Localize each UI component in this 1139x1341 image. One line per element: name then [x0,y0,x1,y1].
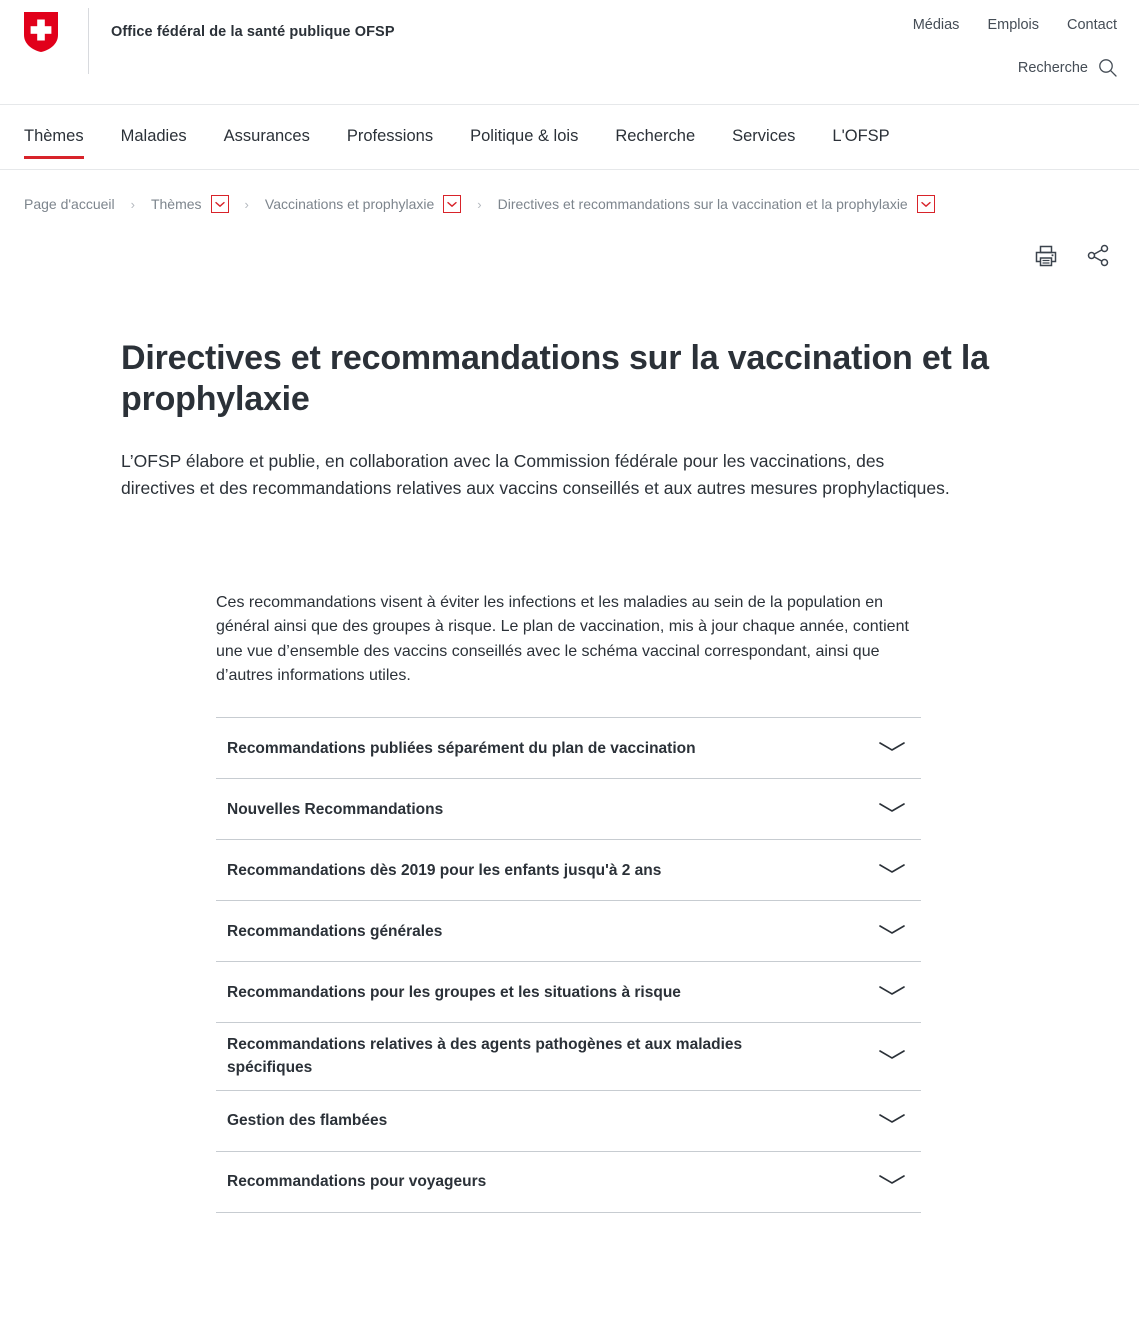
chevron-down-icon [447,201,457,208]
site-header [0,0,1139,105]
breadcrumb-dropdown-current[interactable] [917,195,935,213]
accordion-title: Recommandations générales [227,922,443,940]
accordion-item-8[interactable] [216,1152,921,1213]
accordion-title: Recommandations relatives à des agents pathogènes et aux maladies spécifiques [227,1036,743,1077]
print-button[interactable] [1034,244,1058,268]
nav-item-themes[interactable] [24,105,84,170]
breadcrumb-separator: › [130,196,135,212]
nav-link-ofsp[interactable]: L'OFSP [832,127,890,145]
breadcrumb-separator: › [477,196,482,212]
main-content [0,338,1139,1213]
nav-link-themes[interactable]: Thèmes [24,127,84,145]
printer-icon [1034,256,1058,271]
accordion-title: Recommandations pour voyageurs [227,1173,487,1190]
share-button[interactable] [1086,243,1111,268]
nav-item-recherche[interactable] [615,105,695,170]
nav-link-assurances[interactable]: Assurances [223,127,310,145]
accordion-title: Gestion des flambées [227,1112,388,1129]
breadcrumb-item-themes[interactable]: Thèmes [150,196,202,212]
accordion-title: Nouvelles Recommandations [227,800,444,818]
accordion-item-7[interactable] [216,1091,921,1152]
search-label: Recherche [1017,59,1088,76]
breadcrumb-item-vaccinations[interactable]: Vaccinations et prophylaxie [264,196,435,212]
breadcrumb-item-home[interactable]: Page d'accueil [24,196,115,212]
accordion-title: Recommandations publiées séparément du plan de vaccination [227,739,696,757]
chevron-down-icon [215,201,225,208]
search-toggle[interactable] [1018,58,1117,77]
nav-link-professions[interactable]: Professions [346,127,434,145]
accordion-title: Recommandations pour les groupes et les situations à risque [227,983,681,1001]
accordion-item-1[interactable] [216,718,921,779]
meta-link-medias[interactable]: Médias [912,17,960,33]
chevron-down-icon[interactable] [877,861,907,880]
accordion-intro-text: Ces recommandations visent à éviter les infections et les maladies au sein de la population en général ainsi que des groupes à risque. Le plan de vaccination, mis à jour chaque année, contient une vue d’ensemble des vaccins conseillés avec le schéma vaccinal correspondant, ainsi que d’autres informations utiles. [216,593,909,684]
accordion-item-4[interactable] [216,901,921,962]
page-title: Directives et recommandations sur la vaccination et la prophylaxie [121,339,989,419]
brand-divider [88,8,89,74]
nav-link-recherche[interactable]: Recherche [615,127,696,145]
meta-link-contact[interactable]: Contact [1067,17,1117,33]
accordion-list [216,717,921,1213]
breadcrumb-dropdown-vaccinations[interactable] [443,195,461,213]
nav-link-services[interactable]: Services [732,127,796,145]
chevron-down-icon[interactable] [877,1172,907,1191]
chevron-down-icon[interactable] [877,1047,907,1066]
chevron-down-icon [921,201,931,208]
main-navigation [0,105,1139,170]
chevron-down-icon[interactable] [877,1111,907,1130]
accordion-item-3[interactable] [216,840,921,901]
nav-item-maladies[interactable] [121,105,187,170]
nav-link-maladies[interactable]: Maladies [120,127,187,145]
nav-item-politique-lois[interactable] [470,105,578,170]
nav-item-assurances[interactable] [224,105,310,170]
chevron-down-icon[interactable] [877,983,907,1002]
page-tools [0,213,1139,268]
nav-item-professions[interactable] [347,105,433,170]
nav-item-ofsp[interactable] [832,105,889,170]
share-icon [1086,256,1111,271]
meta-link-emplois[interactable]: Emplois [987,17,1040,33]
breadcrumb-separator: › [244,196,249,212]
nav-link-politique-lois[interactable]: Politique & lois [470,127,579,145]
meta-navigation [913,17,1117,33]
brand-title: Office fédéral de la santé publique OFSP [111,24,395,40]
accordion-section [216,591,921,1213]
brand-block [24,8,395,74]
chevron-down-icon[interactable] [877,739,907,758]
page-lead: L’OFSP élabore et publie, en collaboration avec la Commission fédérale pour les vaccinations, des directives et des recommandations relatives aux vaccins conseillés et aux autres mesures prophylactiques. [121,450,950,499]
accordion-title: Recommandations dès 2019 pour les enfants jusqu'à 2 ans [227,861,662,879]
breadcrumb-item-current: Directives et recommandations sur la vaccination et la prophylaxie [497,196,908,212]
accordion-item-2[interactable] [216,779,921,840]
swiss-shield-icon [24,8,58,52]
search-icon[interactable] [1098,58,1117,77]
breadcrumb [0,170,1139,213]
chevron-down-icon[interactable] [877,800,907,819]
chevron-down-icon[interactable] [877,922,907,941]
accordion-item-5[interactable] [216,962,921,1023]
accordion-item-6[interactable] [216,1023,921,1091]
breadcrumb-dropdown-themes[interactable] [211,195,229,213]
nav-item-services[interactable] [732,105,795,170]
